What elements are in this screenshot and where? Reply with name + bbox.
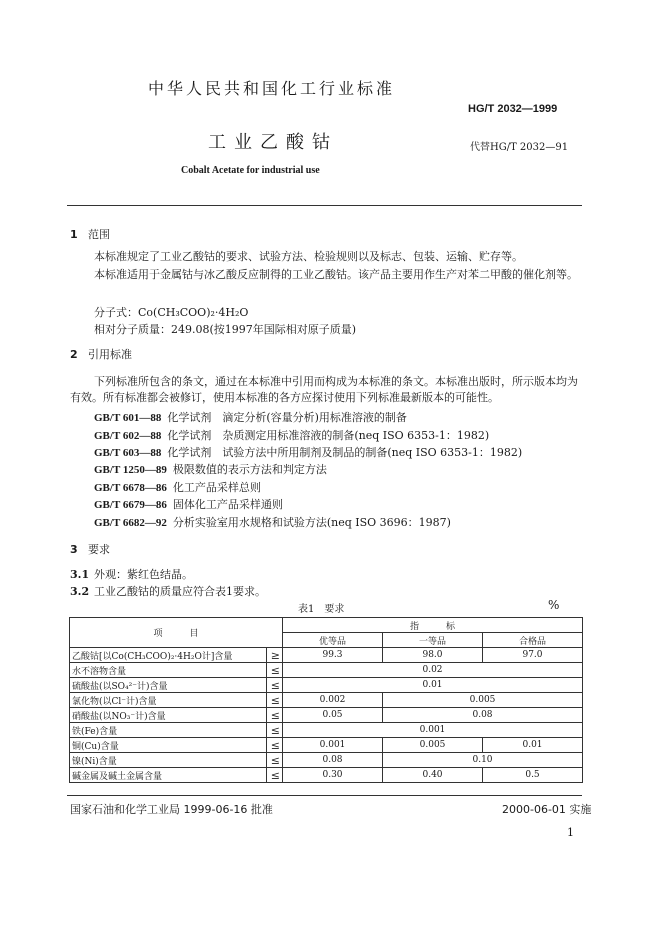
reference-code: GB/T 602—88	[94, 430, 162, 442]
document-title: 工业乙酸钴	[208, 132, 338, 153]
section-1-paragraph-2: 本标准适用于金属钴与冰乙酸反应制得的工业乙酸钴。该产品主要用作生产对苯二甲酸的催化剂等。	[94, 268, 578, 281]
table-cell: 0.10	[383, 753, 583, 768]
table-row	[70, 738, 583, 753]
table-cell: 0.02	[283, 663, 583, 678]
section-1-paragraph-1: 本标准规定了工业乙酸钴的要求、试验方法、检验规则以及标志、包装、运输、贮存等。	[94, 250, 523, 263]
reference-item	[94, 479, 261, 495]
english-title: Cobalt Acetate for industrial use	[181, 165, 320, 176]
table-cell: 97.0	[483, 648, 583, 663]
section-2-number: 2	[70, 348, 78, 361]
reference-code: GB/T 6678—86	[94, 482, 167, 494]
section-3-number: 3	[70, 543, 78, 556]
table-row	[70, 768, 583, 783]
page-number: 1	[567, 826, 574, 839]
table-cell: 0.08	[283, 753, 383, 768]
table-cell: 0.01	[483, 738, 583, 753]
footer-divider	[67, 795, 582, 796]
header-divider	[67, 205, 582, 206]
column-header-item: 项 目	[70, 618, 283, 648]
comparison-symbol: ≤	[267, 708, 283, 723]
section-2-intro: 下列标准所包含的条文，通过在本标准中引用而构成为本标准的条文。本标准出版时，所示版本均为有效。所有标准都会被修订，使用本标准的各方应探讨使用下列标准最新版本的可能性。	[70, 375, 578, 404]
reference-code: GB/T 6679—86	[94, 499, 167, 511]
comparison-symbol: ≤	[267, 678, 283, 693]
requirement-item	[70, 566, 193, 582]
table-row	[70, 723, 583, 738]
row-label: 水不溶物含量	[70, 663, 267, 678]
table-row	[70, 708, 583, 723]
table-cell: 0.005	[383, 693, 583, 708]
row-label: 镍(Ni)含量	[70, 753, 267, 768]
row-label: 硝酸盐(以NO₃⁻计)含量	[70, 708, 267, 723]
table-row	[70, 648, 583, 663]
comparison-symbol: ≤	[267, 768, 283, 783]
table-cell: 98.0	[383, 648, 483, 663]
section-1-number: 1	[70, 228, 78, 241]
row-label: 乙酸钴[以Co(CH₃COO)₂·4H₂O计]含量	[70, 648, 267, 663]
issue-date: 国家石油和化学工业局 1999-06-16 批准	[70, 803, 273, 816]
requirement-item	[70, 583, 266, 599]
reference-title: 化学试剂 滴定分析(容量分析)用标准溶液的制备	[167, 411, 407, 424]
reference-title: 固体化工产品采样通则	[172, 498, 283, 511]
table-cell: 0.08	[383, 708, 583, 723]
comparison-symbol: ≤	[267, 663, 283, 678]
molecular-formula: 分子式：Co(CH₃COO)₂·4H₂O	[94, 306, 249, 319]
section-1-heading	[70, 226, 110, 242]
section-3-title: 要求	[88, 543, 110, 556]
reference-item	[94, 496, 283, 512]
reference-title: 化学试剂 试验方法中所用制剂及制品的制备(neq ISO 6353-1：1982)	[167, 446, 523, 459]
table-cell: 0.30	[283, 768, 383, 783]
table-caption: 表1 要求	[298, 604, 345, 615]
requirements-table	[69, 617, 583, 783]
table-cell: 0.40	[383, 768, 483, 783]
requirement-text: 工业乙酸钴的质量应符合表1要求。	[94, 585, 266, 598]
row-label: 氯化物(以Cl⁻计)含量	[70, 693, 267, 708]
section-2-title: 引用标准	[88, 348, 132, 361]
comparison-symbol: ≤	[267, 753, 283, 768]
molecular-mass: 相对分子质量：249.08(按1997年国际相对原子质量)	[94, 323, 357, 336]
replaces-standard: 代替HG/T 2032—91	[470, 142, 569, 153]
reference-item	[94, 444, 522, 460]
requirement-number: 3.1	[70, 568, 90, 581]
table-cell: 0.5	[483, 768, 583, 783]
row-label: 铜(Cu)含量	[70, 738, 267, 753]
table-cell: 0.002	[283, 693, 383, 708]
grade-header: 合格品	[483, 633, 583, 648]
table-row	[70, 663, 583, 678]
reference-title: 分析实验室用水规格和试验方法(neq ISO 3696：1987)	[172, 516, 451, 529]
table-row	[70, 753, 583, 768]
implementation-date: 2000-06-01 实施	[502, 803, 592, 816]
table-row	[70, 693, 583, 708]
comparison-symbol: ≤	[267, 723, 283, 738]
reference-code: GB/T 601—88	[94, 412, 162, 424]
table-cell: 0.005	[383, 738, 483, 753]
reference-item	[94, 409, 407, 425]
reference-title: 化学试剂 杂质测定用标准溶液的制备(neq ISO 6353-1：1982)	[167, 429, 490, 442]
reference-item	[94, 427, 489, 443]
table-row	[70, 678, 583, 693]
table-cell: 0.01	[283, 678, 583, 693]
reference-title: 极限数值的表示方法和判定方法	[172, 463, 327, 476]
reference-item	[94, 461, 327, 477]
standard-number: HG/T 2032—1999	[468, 103, 558, 115]
column-header-index: 指 标	[283, 618, 583, 633]
table-cell: 0.001	[283, 738, 383, 753]
table-cell: 0.05	[283, 708, 383, 723]
table-header-row	[70, 618, 583, 633]
requirement-number: 3.2	[70, 585, 90, 598]
section-2-heading	[70, 346, 132, 362]
row-label: 硫酸盐(以SO₄²⁻计)含量	[70, 678, 267, 693]
requirement-text: 外观：紫红色结晶。	[94, 568, 193, 581]
grade-header: 优等品	[283, 633, 383, 648]
row-label: 铁(Fe)含量	[70, 723, 267, 738]
comparison-symbol: ≤	[267, 693, 283, 708]
reference-code: GB/T 603—88	[94, 447, 162, 459]
reference-title: 化工产品采样总则	[172, 481, 261, 494]
standard-category-title: 中华人民共和国化工行业标准	[148, 79, 396, 98]
section-1-title: 范围	[88, 228, 110, 241]
comparison-symbol: ≥	[267, 648, 283, 663]
section-3-heading	[70, 541, 110, 557]
table-cell: 99.3	[283, 648, 383, 663]
reference-item	[94, 514, 451, 530]
table-cell: 0.001	[283, 723, 583, 738]
reference-code: GB/T 1250—89	[94, 464, 167, 476]
reference-code: GB/T 6682—92	[94, 517, 167, 529]
row-label: 碱金属及碱土金属含量	[70, 768, 267, 783]
grade-header: 一等品	[383, 633, 483, 648]
comparison-symbol: ≤	[267, 738, 283, 753]
table-unit: %	[548, 598, 560, 612]
